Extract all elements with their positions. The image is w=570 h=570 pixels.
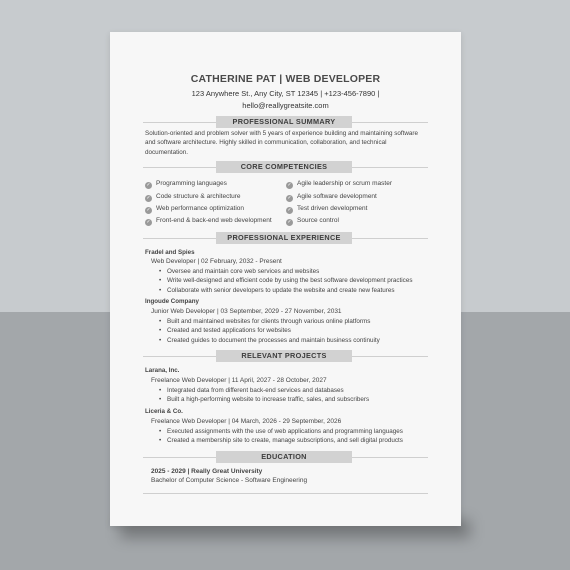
resume-page xyxy=(110,32,461,526)
job-role: Junior Web Developer | 03 September, 2029 - 27 November, 2031 xyxy=(151,308,342,315)
section-title-education: EDUCATION xyxy=(216,451,352,463)
competency-item: ✓ Code structure & architecture xyxy=(146,193,241,201)
bottom-divider xyxy=(143,493,428,494)
list-item: • Integrated data from different back-end services and databases xyxy=(159,386,369,395)
check-circle-icon: ✓ xyxy=(146,195,151,201)
project-role: Freelance Web Developer | 04 March, 2026 - 29 September, 2026 xyxy=(151,418,342,425)
check-circle-icon: ✓ xyxy=(287,207,292,213)
competency-item: ✓ Web performance optimization xyxy=(146,205,245,213)
list-item: • Built and maintained websites for clients through various online platforms xyxy=(159,317,380,326)
check-circle-icon: ✓ xyxy=(287,219,292,225)
list-item: • Created guides to document the processes and maintain business continuity xyxy=(159,336,380,345)
competency-item: ✓ Source control xyxy=(287,217,339,225)
list-item: • Built a high-performing website to increase traffic, sales, and subscribers xyxy=(159,395,369,404)
job-role: Web Developer | 02 February, 2032 - Present xyxy=(151,258,282,265)
section-title-projects: RELEVANT PROJECTS xyxy=(216,350,352,362)
check-circle-icon: ✓ xyxy=(146,207,151,213)
list-item: • Collaborate with senior developers to update the website and create new features xyxy=(159,286,412,295)
list-item: • Created a membership site to create, manage subscriptions, and sell digital products xyxy=(159,436,403,445)
list-item: • Oversee and maintain core web services and websites xyxy=(159,267,412,276)
job-duties-list xyxy=(159,317,380,345)
project-role: Freelance Web Developer | 11 April, 2027 - 28 October, 2027 xyxy=(151,377,327,384)
project-duties-list xyxy=(159,427,403,446)
education-degree: Bachelor of Computer Science - Software Engineering xyxy=(151,477,308,484)
resume-name-title: CATHERINE PAT | WEB DEVELOPER xyxy=(190,73,381,85)
list-item: • Created and tested applications for websites xyxy=(159,326,380,335)
section-title-summary: PROFESSIONAL SUMMARY xyxy=(216,116,352,128)
contact-info xyxy=(170,88,401,112)
competency-item: ✓ Test driven development xyxy=(287,205,368,213)
contact-line-email: hello@reallygreatsite.com xyxy=(242,101,329,110)
education-years-school: 2025 - 2029 | Really Great University xyxy=(151,468,263,475)
project-company-name: Larana, Inc. xyxy=(145,367,180,374)
company-name: Fradel and Spies xyxy=(145,249,195,256)
list-item: • Executed assignments with the use of web applications and programming languages xyxy=(159,427,403,436)
competency-item: ✓ Agile leadership or scrum master xyxy=(287,180,393,188)
competency-item: ✓ Front-end & back-end web development xyxy=(146,217,272,225)
competency-item: ✓ Agile software development xyxy=(287,193,377,201)
contact-line-address: 123 Anywhere St., Any City, ST 12345 | +123-456-7890 | xyxy=(191,89,380,98)
project-duties-list xyxy=(159,386,369,405)
summary-text: Solution-oriented and problem solver with 5 years of experience building and maintaining software and software architecture. Highly skilled in communication, collaboration, and technical documentation. xyxy=(145,130,419,156)
job-duties-list xyxy=(159,267,412,295)
check-circle-icon: ✓ xyxy=(287,195,292,201)
competency-item: ✓ Programming languages xyxy=(146,180,227,188)
list-item: • Write well-designed and efficient code by using the best software development practices xyxy=(159,276,412,285)
check-circle-icon: ✓ xyxy=(146,219,151,225)
company-name: Ingoude Company xyxy=(145,298,199,305)
check-circle-icon: ✓ xyxy=(287,182,292,188)
section-title-competencies: CORE COMPETENCIES xyxy=(216,161,352,173)
check-circle-icon: ✓ xyxy=(146,182,151,188)
project-company-name: Liceria & Co. xyxy=(145,408,183,415)
section-title-experience: PROFESSIONAL EXPERIENCE xyxy=(216,232,352,244)
